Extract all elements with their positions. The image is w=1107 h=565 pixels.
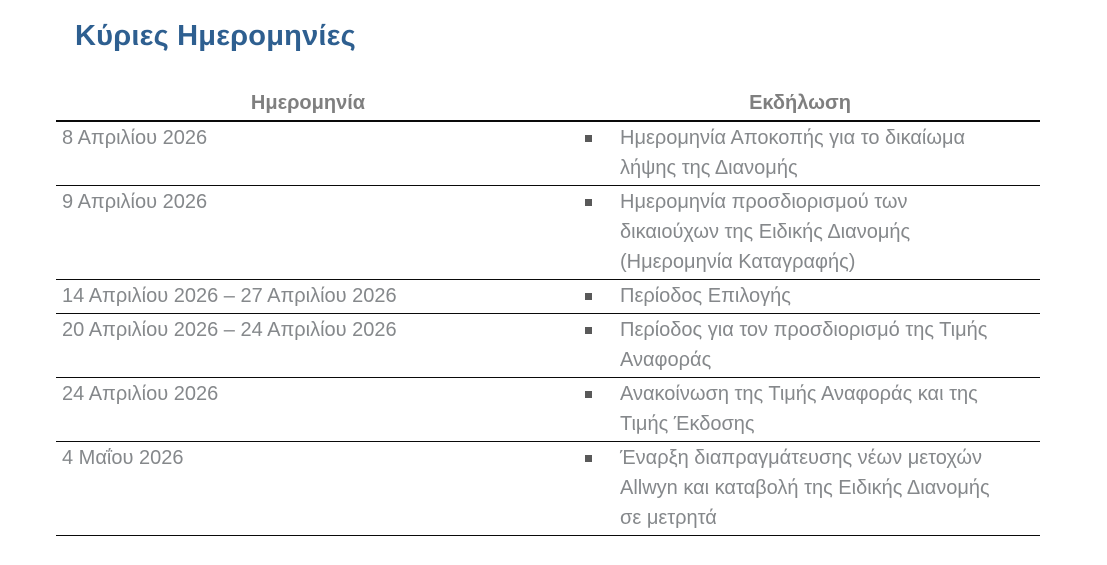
date-cell: 9 Απριλίου 2026 xyxy=(62,191,208,213)
event-text xyxy=(620,379,978,439)
event-cell xyxy=(560,443,1040,533)
event-line: σε μετρητά xyxy=(620,507,717,529)
table-row xyxy=(56,280,1040,314)
event-line: Ημερομηνία Αποκοπής για το δικαίωμα xyxy=(620,127,966,149)
table-row xyxy=(56,378,1040,442)
event-cell xyxy=(560,123,1040,183)
column-header-event: Εκδήλωση xyxy=(749,92,851,114)
key-dates-table xyxy=(56,92,1040,536)
event-cell xyxy=(560,379,1040,439)
event-line: Ανακοίνωση της Τιμής Αναφοράς και της xyxy=(620,383,978,405)
date-cell: 24 Απριλίου 2026 xyxy=(62,383,219,405)
table-row xyxy=(56,314,1040,378)
square-bullet-icon xyxy=(585,199,592,206)
square-bullet-icon xyxy=(585,135,592,142)
table-row xyxy=(56,442,1040,536)
event-line: Τιμής Έκδοσης xyxy=(620,413,755,435)
event-text xyxy=(620,187,910,277)
event-line: δικαιούχων της Ειδικής Διανομής xyxy=(620,221,911,243)
event-line: λήψης της Διανομής xyxy=(620,157,798,179)
square-bullet-icon xyxy=(585,327,592,334)
event-line: Έναρξη διαπραγμάτευσης νέων μετοχών xyxy=(620,447,982,469)
date-cell: 8 Απριλίου 2026 xyxy=(62,127,208,149)
square-bullet-icon xyxy=(585,293,592,300)
event-line: Περίοδος για τον προσδιορισμό της Τιμής xyxy=(620,319,988,341)
event-cell xyxy=(560,315,1040,375)
square-bullet-icon xyxy=(585,391,592,398)
table-row xyxy=(56,186,1040,280)
column-header-date: Ημερομηνία xyxy=(250,92,366,114)
event-text xyxy=(620,123,965,183)
event-line: Περίοδος Επιλογής xyxy=(620,285,791,307)
date-cell: 4 Μαΐου 2026 xyxy=(62,447,184,469)
square-bullet-icon xyxy=(585,455,592,462)
date-cell: 20 Απριλίου 2026 – 24 Απριλίου 2026 xyxy=(62,319,397,341)
event-line: (Ημερομηνία Καταγραφής) xyxy=(620,251,856,273)
event-text xyxy=(620,281,791,311)
event-text xyxy=(620,315,987,375)
event-line: Allwyn και καταβολή της Ειδικής Διανομής xyxy=(620,477,990,499)
event-line: Αναφοράς xyxy=(620,349,712,371)
event-cell xyxy=(560,187,1040,277)
event-line: Ημερομηνία προσδιορισμού των xyxy=(620,191,908,213)
page-title: Κύριες Ημερομηνίες xyxy=(75,20,356,52)
table-row xyxy=(56,122,1040,186)
table-header-row xyxy=(56,92,1040,122)
date-cell: 14 Απριλίου 2026 – 27 Απριλίου 2026 xyxy=(62,285,397,307)
event-cell xyxy=(560,281,1040,311)
event-text xyxy=(620,443,990,533)
